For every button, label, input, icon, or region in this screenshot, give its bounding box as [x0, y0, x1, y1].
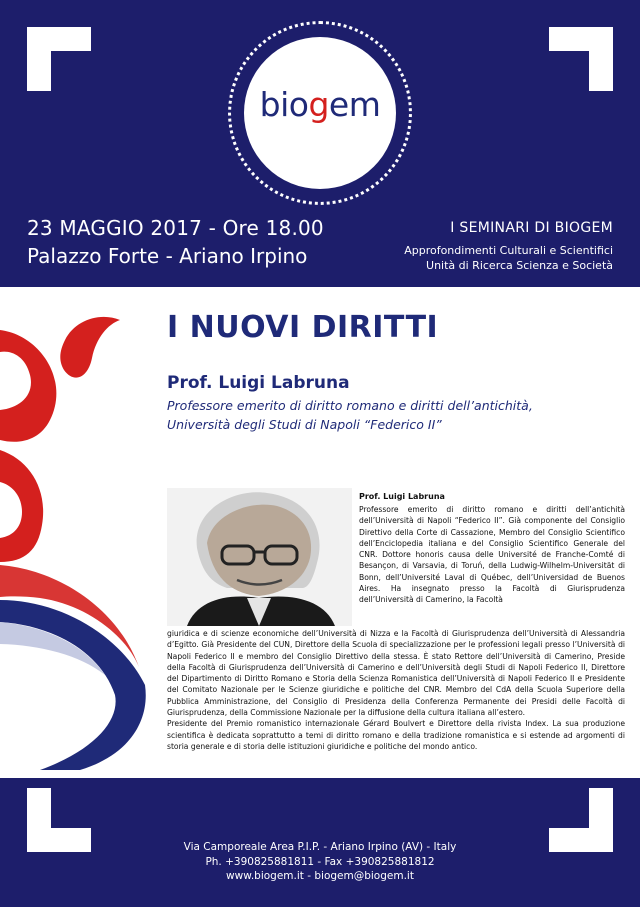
bio-text-wrapped: Professore emerito di diritto romano e diritti dell’antichità dell’Università di Napoli “Federico II”. Già componente del Consiglio Direttivo della Corte di Cassazione, Membro del Consiglio Scientifico dell’Enciclopedia italiana e del Consiglio Scientifico Generale del CNR. Dottore honoris causa delle Université de Franche-Comté di Besançon, di Varsavia, di Toruń, della Ludwig-Wilhelm-Universität di Bonn, dell’Université Laval di Québec, dell’Universidad de Buenos Aires. Ha insegnato presso la Facoltà di Giurisprudenza dell’Università di Camerino, la Facoltà: [359, 505, 625, 605]
bio-text: giuridica e di scienze economiche dell’Università di Nizza e la Facoltà di Giurisprudenza dell’Università di Alessandria d’Egitto. Già Presidente del CUN, Direttore della Scuola di specializzazione per le professioni legali presso l’Università di Napoli Federico II e membro del Consiglio Direttivo della stessa. È stato Rettore dell’Università di Camerino, Preside della Facoltà di Giurisprudenza dell’Università di Camerino e dell’Università degli Studi di Napoli Federico II, Direttore del Dipartimento di Diritto Romano e Storia della Scienza Romanistica dell’Università di Napoli Federico II e Presidente del Comitato Nazionale per le Scienze giuridiche e politiche del CNR. Membro del CdA della Scuola Superiore della Pubblica Amministrazione, del Consiglio di Presidenza della Conferenza Permanente dei Presidi delle Facoltà di Giurisprudenza, della Commissione Nazionale per la diffusione della cultura italiana all’estero. Presidente del Premio romanistico internazionale Gérard Boulvert e Direttore della rivista Index. La sua produzione scientifica è dedicata soprattutto a temi di diritto romano e della tradizione romanistica e si estende ad argomenti di storia generale e di storia delle istituzioni giuridiche e politiche del mondo antico.: [167, 629, 625, 751]
footer-phone: Ph. +390825881811 - Fax +390825881812: [205, 855, 435, 868]
corner-bracket-top-left: [27, 27, 91, 91]
event-date-time: 23 MAGGIO 2017 - Ore 18.00: [27, 216, 324, 240]
series-subtitle: Approfondimenti Culturali e Scientifici Unità di Ricerca Scienza e Società: [404, 244, 613, 272]
talk-title: I NUOVI DIRITTI: [167, 310, 439, 345]
series-title: I SEMINARI DI BIOGEM: [450, 220, 613, 236]
footer-contact: [0, 840, 640, 884]
logo-badge: [228, 21, 412, 205]
footer-web[interactable]: www.biogem.it - biogem@biogem.it: [226, 870, 414, 882]
corner-bracket-top-right: [549, 27, 613, 91]
event-place: Palazzo Forte - Ariano Irpino: [27, 244, 308, 268]
biogem-logo: biogem: [259, 85, 381, 124]
speaker-name: Prof. Luigi Labruna: [167, 373, 350, 393]
footer-address: Via Camporeale Area P.I.P. - Ariano Irpino (AV) - Italy: [183, 841, 457, 853]
header-band: [0, 0, 640, 287]
decorative-swirl: [0, 300, 160, 770]
bio-name: Prof. Luigi Labruna: [359, 492, 445, 501]
speaker-portrait: [167, 488, 352, 626]
speaker-role: Professore emerito di diritto romano e diritti dell’antichità, Università degli Studi di Napoli “Federico II”: [167, 398, 533, 432]
